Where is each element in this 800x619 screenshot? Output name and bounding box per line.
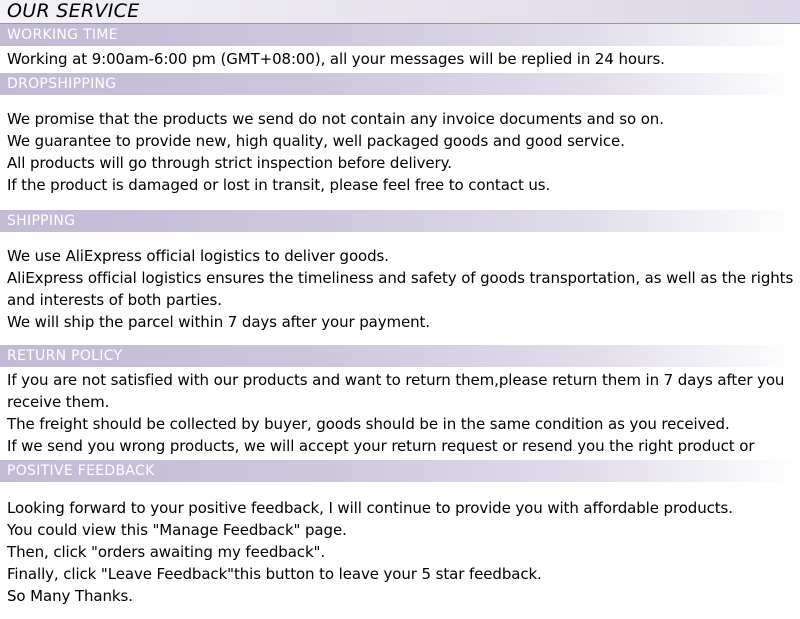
text-line: Working at 9:00am-6:00 pm (GMT+08:00), all your messages will be replied in 24 hours. [7,50,665,68]
section-header-return-policy [0,345,800,367]
section-header-positive-feedback [0,460,800,482]
text-line: If the product is damaged or lost in transit, please feel free to contact us. [7,176,551,194]
section-heading: DROPSHIPPING [7,76,117,92]
text-line: If we send you wrong products, we will accept your return request or resend you the right product or [7,437,755,455]
section-heading: WORKING TIME [7,27,118,43]
section-heading: RETURN POLICY [7,348,123,364]
text-line: You could view this "Manage Feedback" page. [7,521,347,539]
text-line: We guarantee to provide new, high quality, well packaged goods and good service. [7,132,625,150]
text-line: So Many Thanks. [7,587,133,605]
text-line: Then, click "orders awaiting my feedback". [7,543,326,561]
text-line: All products will go through strict inspection before delivery. [7,154,452,172]
title-bar [0,0,800,24]
text-line: Finally, click "Leave Feedback"this button to leave your 5 star feedback. [7,565,542,583]
text-line: and interests of both parties. [7,291,222,309]
page-title: OUR SERVICE [7,0,140,22]
text-line: If you are not satisfied with our products and want to return them,please return them in 7 days after you [7,371,785,389]
text-line: The freight should be collected by buyer, goods should be in the same condition as you received. [7,415,730,433]
section-header-shipping [0,210,800,232]
section-header-working-time [0,24,800,46]
text-line: Looking forward to your positive feedback, I will continue to provide you with affordable products. [7,499,733,517]
text-line: We promise that the products we send do not contain any invoice documents and so on. [7,110,664,128]
section-header-dropshipping [0,73,800,95]
text-line: We will ship the parcel within 7 days after your payment. [7,313,431,331]
section-heading: POSITIVE FEEDBACK [7,463,155,479]
text-line: receive them. [7,393,110,411]
text-line: We use AliExpress official logistics to deliver goods. [7,247,389,265]
section-heading: SHIPPING [7,213,76,229]
text-line: AliExpress official logistics ensures the timeliness and safety of goods transportation, as well as the rights [7,269,794,287]
